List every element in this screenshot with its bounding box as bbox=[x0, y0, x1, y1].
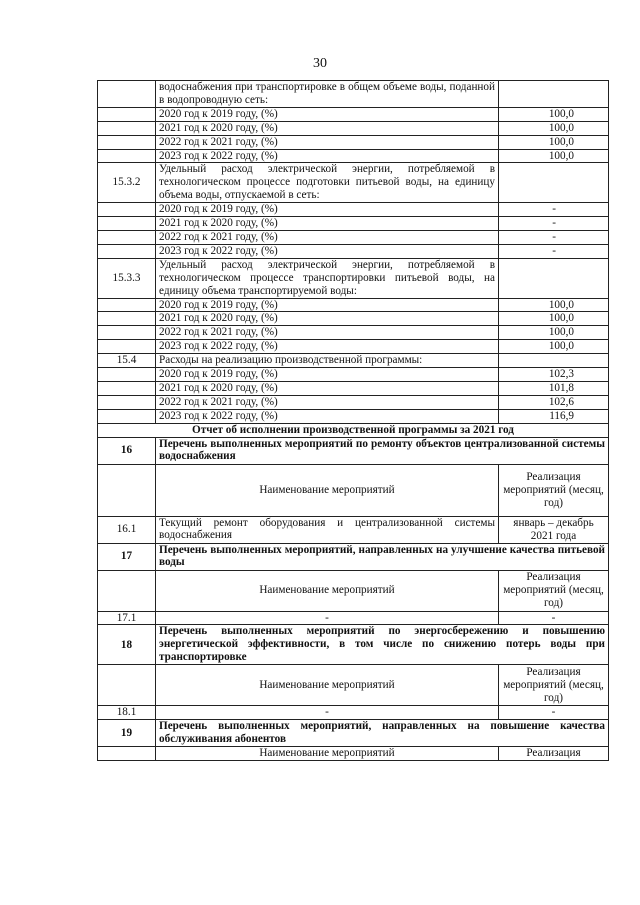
description-cell: Расходы на реализацию производственной программы: bbox=[156, 354, 499, 368]
table-row bbox=[98, 340, 609, 354]
table-row bbox=[98, 203, 609, 217]
item-number: 15.4 bbox=[98, 354, 156, 368]
table-row bbox=[98, 665, 609, 706]
year-label: 2021 год к 2020 году, (%) bbox=[156, 381, 499, 395]
number-cell bbox=[98, 665, 156, 706]
number-cell bbox=[98, 747, 156, 761]
year-label: 2022 год к 2021 году, (%) bbox=[156, 135, 499, 149]
section-title: Перечень выполненных мероприятий, направленных на повышение качества обслуживания абонентов bbox=[156, 720, 609, 747]
column-header-implementation: Реализация bbox=[499, 747, 609, 761]
section-title: Перечень выполненных мероприятий по ремонту объектов централизованной системы водоснабжения bbox=[156, 437, 609, 464]
number-cell bbox=[98, 464, 156, 516]
section-title: Перечень выполненных мероприятий, направленных на улучшение качества питьевой воды bbox=[156, 543, 609, 570]
column-header-implementation: Реализация мероприятий (месяц, год) bbox=[499, 570, 609, 611]
table-row bbox=[98, 326, 609, 340]
table-row bbox=[98, 747, 609, 761]
table-row bbox=[98, 720, 609, 747]
table-row bbox=[98, 625, 609, 665]
description-cell: Удельный расход электрической энергии, потребляемой в технологическом процессе транспортировки питьевой воды, на единицу объема транспортируемой воды: bbox=[156, 258, 499, 298]
number-cell bbox=[98, 107, 156, 121]
year-label: 2020 год к 2019 году, (%) bbox=[156, 368, 499, 382]
number-cell bbox=[98, 326, 156, 340]
number-cell bbox=[98, 217, 156, 231]
year-label: 2023 год к 2022 году, (%) bbox=[156, 409, 499, 423]
table-row bbox=[98, 381, 609, 395]
value-cell: 100,0 bbox=[499, 340, 609, 354]
year-label: 2023 год к 2022 году, (%) bbox=[156, 340, 499, 354]
year-label: 2021 год к 2020 году, (%) bbox=[156, 312, 499, 326]
year-label: 2020 год к 2019 году, (%) bbox=[156, 298, 499, 312]
item-number: 15.3.3 bbox=[98, 258, 156, 298]
year-label: 2022 год к 2021 году, (%) bbox=[156, 326, 499, 340]
table-row bbox=[98, 298, 609, 312]
table-row bbox=[98, 409, 609, 423]
table-row bbox=[98, 706, 609, 720]
column-header-name: Наименование мероприятий bbox=[156, 464, 499, 516]
number-cell bbox=[98, 368, 156, 382]
table-row bbox=[98, 135, 609, 149]
section-number: 16 bbox=[98, 437, 156, 464]
number-cell bbox=[98, 203, 156, 217]
value-cell: 101,8 bbox=[499, 381, 609, 395]
value-cell: - bbox=[499, 230, 609, 244]
value-cell bbox=[499, 354, 609, 368]
table-row bbox=[98, 368, 609, 382]
number-cell bbox=[98, 570, 156, 611]
table-row bbox=[98, 244, 609, 258]
period-cell: - bbox=[499, 611, 609, 625]
value-cell: - bbox=[499, 203, 609, 217]
table-row bbox=[98, 163, 609, 203]
description-cell: - bbox=[156, 706, 499, 720]
value-cell: 116,9 bbox=[499, 409, 609, 423]
table-row bbox=[98, 516, 609, 543]
year-label: 2023 год к 2022 году, (%) bbox=[156, 244, 499, 258]
number-cell bbox=[98, 244, 156, 258]
column-header-name: Наименование мероприятий bbox=[156, 747, 499, 761]
table-row bbox=[98, 354, 609, 368]
value-cell bbox=[499, 163, 609, 203]
table-row bbox=[98, 149, 609, 163]
column-header-name: Наименование мероприятий bbox=[156, 665, 499, 706]
year-label: 2023 год к 2022 году, (%) bbox=[156, 149, 499, 163]
value-cell: 102,3 bbox=[499, 368, 609, 382]
report-title: Отчет об исполнении производственной программы за 2021 год bbox=[98, 423, 609, 437]
value-cell: 100,0 bbox=[499, 298, 609, 312]
page-number: 30 bbox=[313, 56, 327, 71]
number-cell bbox=[98, 381, 156, 395]
section-number: 18 bbox=[98, 625, 156, 665]
year-label: 2021 год к 2020 году, (%) bbox=[156, 217, 499, 231]
item-number: 17.1 bbox=[98, 611, 156, 625]
table-row bbox=[98, 230, 609, 244]
section-number: 19 bbox=[98, 720, 156, 747]
number-cell bbox=[98, 312, 156, 326]
description-cell: водоснабжения при транспортировке в общем объеме воды, поданной в водопроводную сеть: bbox=[156, 81, 499, 108]
value-cell: - bbox=[499, 244, 609, 258]
value-cell: 100,0 bbox=[499, 149, 609, 163]
number-cell bbox=[98, 121, 156, 135]
item-number: 18.1 bbox=[98, 706, 156, 720]
item-number: 16.1 bbox=[98, 516, 156, 543]
year-label: 2020 год к 2019 году, (%) bbox=[156, 203, 499, 217]
period-cell: - bbox=[499, 706, 609, 720]
table-row bbox=[98, 611, 609, 625]
value-cell: 100,0 bbox=[499, 312, 609, 326]
table-row bbox=[98, 217, 609, 231]
description-cell: Текущий ремонт оборудования и централизованной системы водоснабжения bbox=[156, 516, 499, 543]
table-row bbox=[98, 121, 609, 135]
number-cell bbox=[98, 298, 156, 312]
item-number: 15.3.2 bbox=[98, 163, 156, 203]
section-number: 17 bbox=[98, 543, 156, 570]
table-row bbox=[98, 423, 609, 437]
column-header-name: Наименование мероприятий bbox=[156, 570, 499, 611]
table-row bbox=[98, 570, 609, 611]
table-row bbox=[98, 312, 609, 326]
description-cell: Удельный расход электрической энергии, потребляемой в технологическом процессе подготовки питьевой воды, на единицу объема воды, отпускаемой в сеть: bbox=[156, 163, 499, 203]
number-cell bbox=[98, 135, 156, 149]
number-cell bbox=[98, 395, 156, 409]
number-cell bbox=[98, 230, 156, 244]
section-title: Перечень выполненных мероприятий по энергосбережению и повышению энергетической эффективности, в том числе по снижению потерь воды при транспортировке bbox=[156, 625, 609, 665]
value-cell: 100,0 bbox=[499, 107, 609, 121]
value-cell bbox=[499, 81, 609, 108]
number-cell bbox=[98, 409, 156, 423]
value-cell: 100,0 bbox=[499, 135, 609, 149]
table-row bbox=[98, 437, 609, 464]
year-label: 2022 год к 2021 году, (%) bbox=[156, 230, 499, 244]
program-table bbox=[97, 80, 609, 761]
number-cell bbox=[98, 81, 156, 108]
value-cell: 100,0 bbox=[499, 326, 609, 340]
value-cell bbox=[499, 258, 609, 298]
value-cell: - bbox=[499, 217, 609, 231]
value-cell: 100,0 bbox=[499, 121, 609, 135]
number-cell bbox=[98, 340, 156, 354]
table-row bbox=[98, 543, 609, 570]
year-label: 2022 год к 2021 году, (%) bbox=[156, 395, 499, 409]
period-cell: январь – декабрь 2021 года bbox=[499, 516, 609, 543]
column-header-implementation: Реализация мероприятий (месяц, год) bbox=[499, 464, 609, 516]
table-row bbox=[98, 464, 609, 516]
column-header-implementation: Реализация мероприятий (месяц, год) bbox=[499, 665, 609, 706]
year-label: 2021 год к 2020 году, (%) bbox=[156, 121, 499, 135]
table-row bbox=[98, 81, 609, 108]
value-cell: 102,6 bbox=[499, 395, 609, 409]
number-cell bbox=[98, 149, 156, 163]
year-label: 2020 год к 2019 году, (%) bbox=[156, 107, 499, 121]
table-row bbox=[98, 258, 609, 298]
table-row bbox=[98, 107, 609, 121]
table-row bbox=[98, 395, 609, 409]
description-cell: - bbox=[156, 611, 499, 625]
